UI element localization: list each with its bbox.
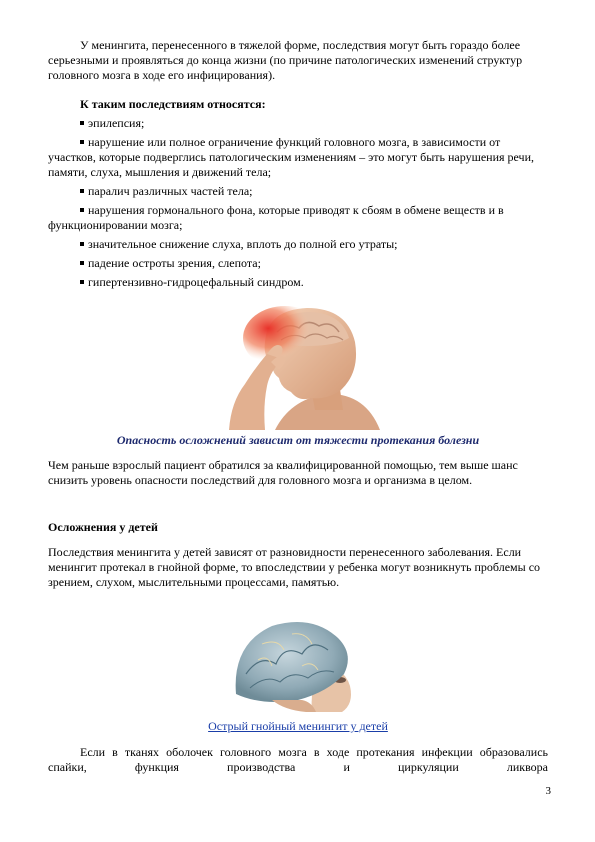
- square-bullet-icon: [80, 189, 84, 193]
- intro-block: [48, 38, 548, 83]
- list-item: падение остроты зрения, слепота;: [48, 256, 548, 271]
- list-item: значительное снижение слуха, вплоть до полной его утраты;: [48, 237, 548, 252]
- consequences-list: [48, 116, 548, 290]
- figure2-caption-block: [48, 719, 548, 734]
- list-item: нарушение или полное ограничение функций головного мозга, в зависимости от участков, которые подверглись патологическим изменениям – это могут быть нарушения речи, памяти, слуха, мышления и движений тела;: [48, 135, 535, 179]
- square-bullet-icon: [80, 140, 84, 144]
- square-bullet-icon: [80, 121, 84, 125]
- final-paragraph: Если в тканях оболочек головного мозга в ходе протекания инфекции образовались спайки, функция производства и циркуляции ликвора: [48, 745, 548, 774]
- square-bullet-icon: [80, 280, 84, 284]
- consequences-heading: К таким последствиям относятся:: [80, 97, 266, 111]
- intro-paragraph: У менингита, перенесенного в тяжелой форме, последствия могут быть гораздо более серьезными и проявляться до конца жизни (по причине патологических изменений структур головного мозга в ходе его инфицирования).: [48, 38, 523, 82]
- square-bullet-icon: [80, 242, 84, 246]
- adult-block: [48, 458, 548, 488]
- figure1-caption-block: [48, 433, 548, 448]
- children-heading: Осложнения у детей: [48, 520, 158, 534]
- figure2-caption-link[interactable]: Острый гнойный менингит у детей: [208, 719, 388, 733]
- list-item: гипертензивно-гидроцефальный синдром.: [48, 275, 548, 290]
- children-paragraph: Последствия менингита у детей зависят от разновидности перенесенного заболевания. Если менингит протекал в гнойной форме, то впоследствии у ребенка могут возникнуть проблемы со зрением, слухом, мыслительными процессами, памятью.: [48, 545, 541, 589]
- child-brain-illustration: [232, 614, 367, 712]
- list-item: эпилепсия;: [48, 116, 548, 131]
- final-block: [48, 745, 548, 775]
- children-heading-block: [48, 520, 548, 535]
- list-item: паралич различных частей тела;: [48, 184, 548, 199]
- head-brain-illustration: [215, 302, 385, 430]
- children-block: [48, 545, 548, 590]
- adult-paragraph: Чем раньше взрослый пациент обратился за квалифицированной помощью, тем выше шанс снизить уровень опасности последствий для головного мозга и организма в целом.: [48, 458, 518, 487]
- consequences-block: [48, 97, 548, 112]
- figure-meningitis: [232, 614, 367, 712]
- square-bullet-icon: [80, 208, 84, 212]
- list-item: нарушения гормонального фона, которые приводят к сбоям в обмене веществ и в функционировании мозга;: [48, 203, 504, 232]
- page-number: 3: [545, 785, 551, 797]
- figure-headache: [215, 302, 385, 430]
- square-bullet-icon: [80, 261, 84, 265]
- figure1-caption: Опасность осложнений зависит от тяжести протекания болезни: [116, 433, 480, 447]
